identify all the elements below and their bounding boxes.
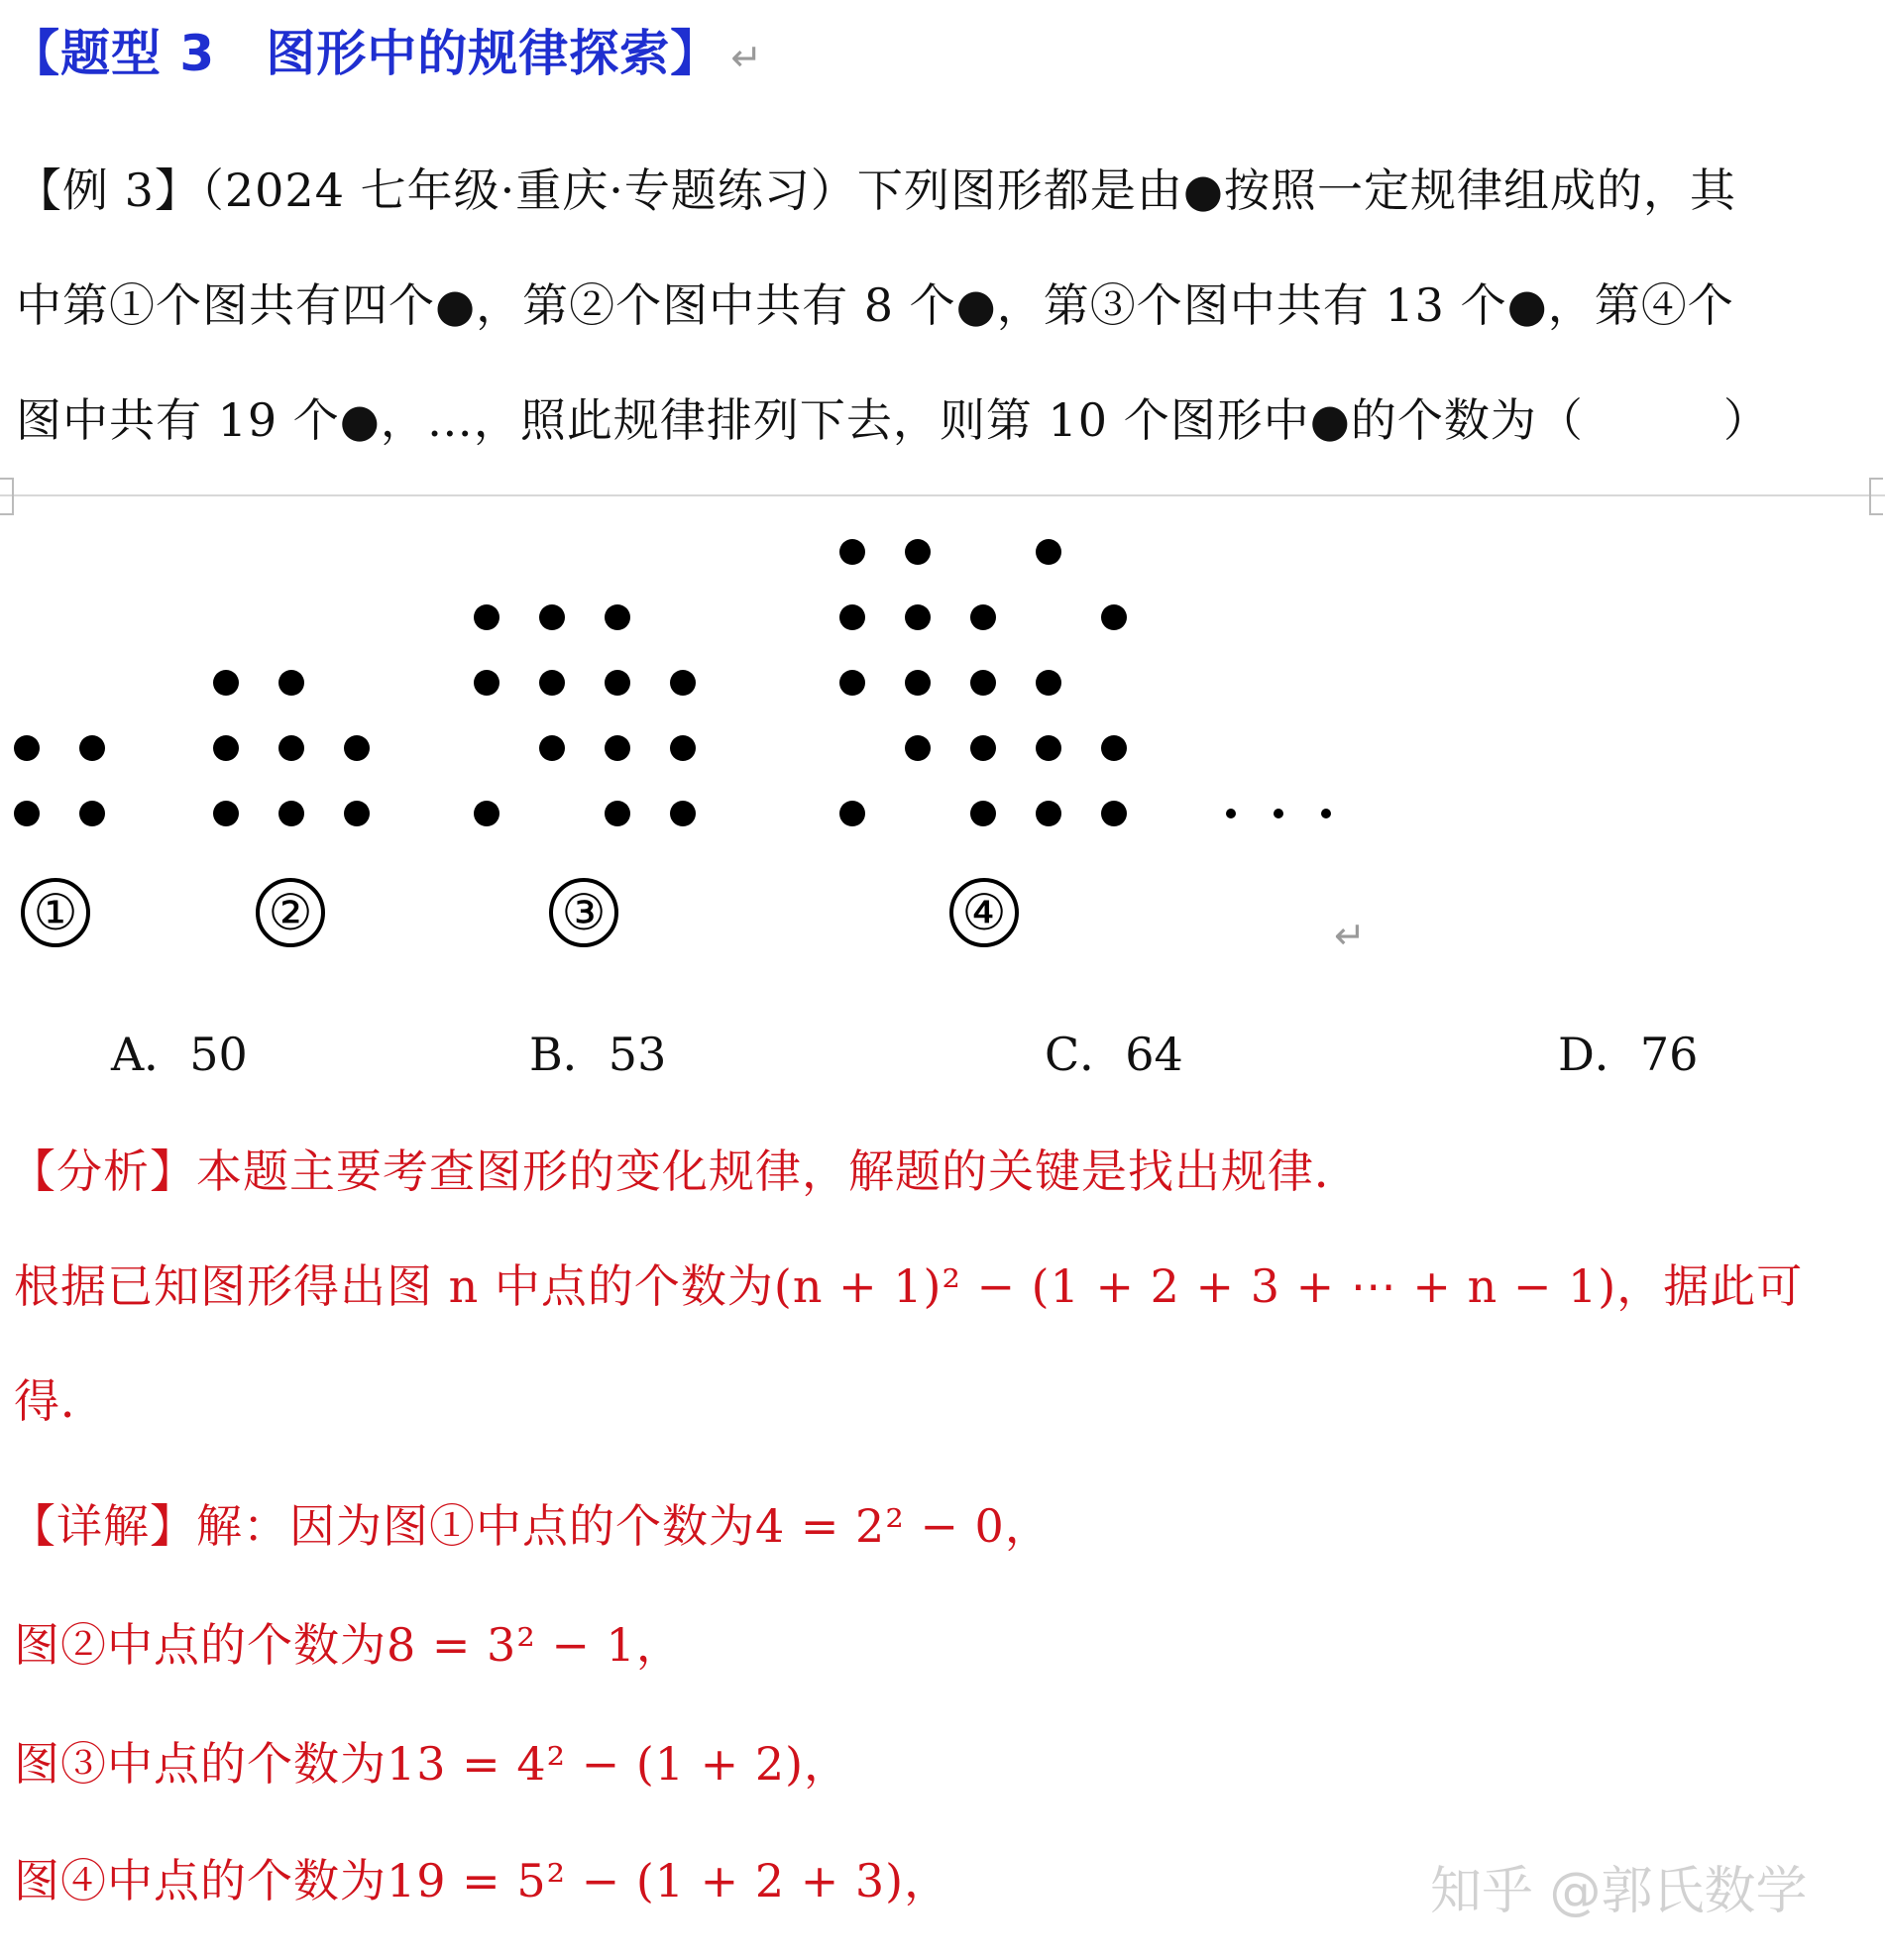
question-line-2: 中第①个图共有四个●，第②个图中共有 8 个●，第③个图中共有 13 个●，第④个 (16, 278, 1734, 332)
dot (905, 539, 931, 565)
dot (344, 801, 370, 826)
dot (79, 801, 105, 826)
analysis-line-2: 根据已知图形得出图 n 中点的个数为(n + 1)² − (1 + 2 + 3 + ⋯ + n − 1)，据此可 (14, 1259, 1804, 1313)
ellipsis-dot (1274, 809, 1283, 818)
dot (670, 670, 696, 696)
figure-frame-divider (0, 494, 1885, 496)
option-c: C．64 (1045, 1028, 1183, 1081)
analysis-line-3: 得． (14, 1374, 107, 1428)
dot (79, 735, 105, 761)
dot (1101, 801, 1127, 826)
dot (1036, 801, 1061, 826)
paragraph-mark-icon: ↵ (730, 36, 764, 79)
dot (839, 670, 865, 696)
dot (474, 801, 499, 826)
dot (905, 735, 931, 761)
dot (539, 735, 565, 761)
dot (539, 670, 565, 696)
dot (539, 604, 565, 630)
dot (839, 801, 865, 826)
figure-label-4: ④ (949, 878, 1019, 947)
question-line-3: 图中共有 19 个●，…，照此规律排列下去，则第 10 个图形中●的个数为（ ） (16, 393, 1770, 447)
dot (839, 539, 865, 565)
dot (213, 735, 239, 761)
dot (605, 670, 630, 696)
dot (474, 604, 499, 630)
dot (213, 801, 239, 826)
solution-line-3: 图③中点的个数为13 = 4² − (1 + 2)， (14, 1737, 851, 1791)
dot (344, 735, 370, 761)
dot (278, 801, 304, 826)
question-line-1: 【例 3】（2024 七年级·重庆·专题练习）下列图形都是由●按照一定规律组成的，其 (16, 163, 1736, 217)
dot (970, 670, 996, 696)
option-b: B．53 (529, 1028, 667, 1081)
analysis-line-1: 【分析】本题主要考查图形的变化规律，解题的关键是找出规律． (10, 1144, 1361, 1198)
ellipsis-dot (1226, 809, 1236, 818)
dot (1101, 735, 1127, 761)
dot (14, 735, 40, 761)
dot (605, 801, 630, 826)
dot (14, 801, 40, 826)
paragraph-mark-icon: ↵ (1334, 914, 1366, 957)
section-heading-text: 【题型 3 图形中的规律探索】 (10, 25, 721, 82)
dot (970, 735, 996, 761)
dot (213, 670, 239, 696)
option-a: A．50 (111, 1028, 248, 1081)
dot (1036, 539, 1061, 565)
dot (970, 604, 996, 630)
frame-corner-right (1869, 478, 1883, 515)
figure-label-2: ② (256, 878, 325, 947)
figure-label-3: ③ (549, 878, 618, 947)
watermark: 知乎 @郭氏数学 (1430, 1862, 1808, 1921)
figure-label-1: ① (21, 878, 90, 947)
dot (670, 735, 696, 761)
option-d: D．76 (1558, 1028, 1699, 1081)
solution-line-4: 图④中点的个数为19 = 5² − (1 + 2 + 3)， (14, 1854, 951, 1907)
ellipsis-dot (1321, 809, 1331, 818)
dot (839, 604, 865, 630)
frame-corner-left (0, 478, 14, 515)
dot (1101, 604, 1127, 630)
dot (905, 604, 931, 630)
dot (605, 604, 630, 630)
dot (474, 670, 499, 696)
section-heading (10, 14, 763, 85)
dot (605, 735, 630, 761)
solution-line-2: 图②中点的个数为8 = 3² − 1， (14, 1618, 683, 1672)
dot (905, 670, 931, 696)
dot (1036, 735, 1061, 761)
dot (278, 735, 304, 761)
dot (1036, 670, 1061, 696)
dot (278, 670, 304, 696)
dot (970, 801, 996, 826)
solution-line-1: 【详解】解：因为图①中点的个数为4 = 2² − 0， (10, 1499, 1052, 1553)
dot (670, 801, 696, 826)
